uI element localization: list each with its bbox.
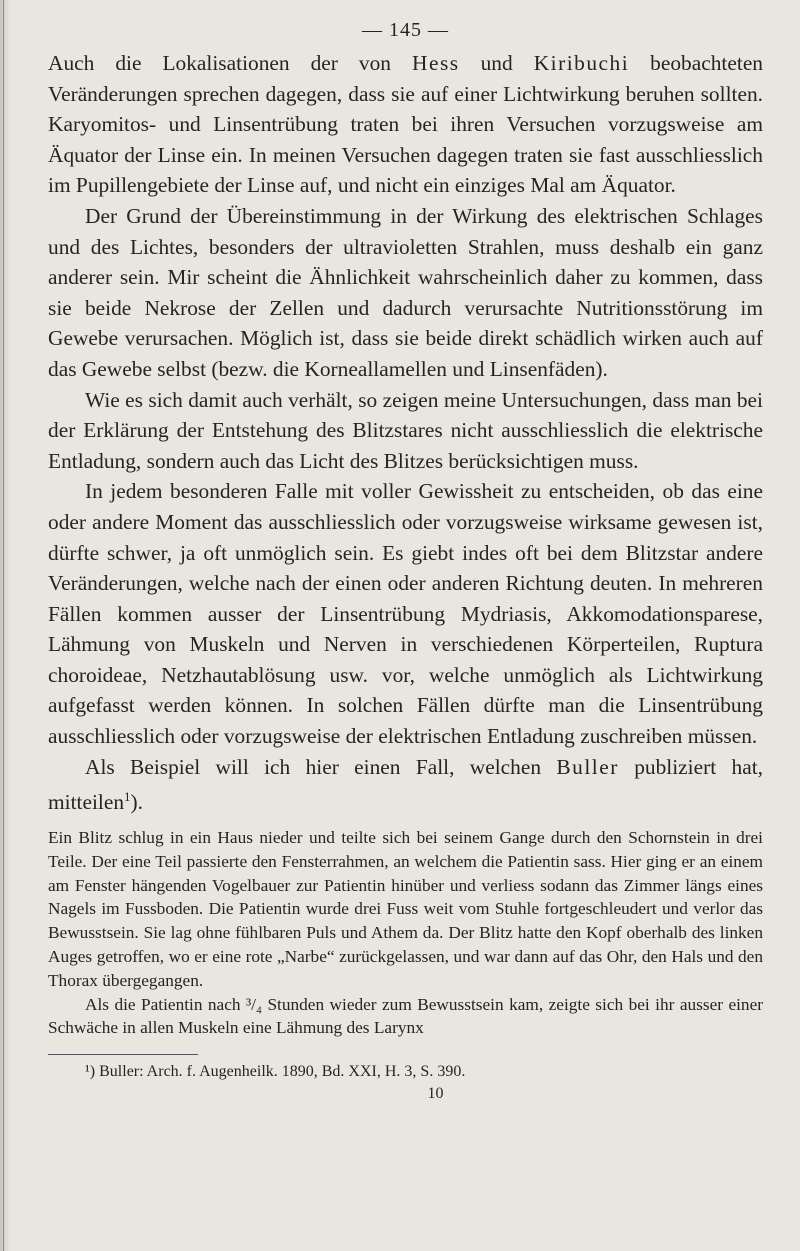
- main-text: [48, 48, 763, 818]
- case-report-text: [48, 826, 763, 1040]
- author-name: Kiribuchi: [533, 51, 630, 75]
- author-name: Buller: [556, 754, 619, 779]
- gutter-line: [3, 0, 4, 1251]
- page-number: — 145 —: [362, 19, 449, 41]
- footnote-rule: [48, 1054, 198, 1055]
- footnote: ¹) Buller: Arch. f. Augenheilk. 1890, Bd. XXI, H. 3, S. 390.: [85, 1063, 466, 1081]
- footnote-marker: 1: [124, 789, 131, 805]
- signature-mark: 10: [427, 1085, 444, 1103]
- page-gutter-shadow: [0, 0, 10, 1251]
- case-paragraph: Ein Blitz schlug in ein Haus nieder und teilte sich bei seinem Gange durch den Schornstein in drei Teile. Der eine Teil passierte den Fensterrahmen, an welchem die Patientin sass. Hier ging er an einem am Fenster hängenden Vogelbauer zur Patientin hinüber und verliess sodann das Zimmer längs eines Nagels im Fussboden. Die Patientin wurde drei Fuss weit vom Stuhle fortgeschleudert und verlor das Bewusstsein. Sie lag ohne fühlbaren Puls und Athem da. Der Blitz hatte den Kopf oberhalb des linken Auges getroffen, wo er eine rote „Narbe“ zurückgelassen, und war dann auf das Ohr, den Hals und den Thorax übergegangen.: [48, 827, 763, 990]
- book-page: [48, 0, 763, 1103]
- paragraph: Als Beispiel will ich hier einen Fall, welchen Buller publiziert hat, mitteilen$^1$).: [48, 754, 763, 815]
- author-name: Hess: [412, 51, 460, 75]
- paragraph: Der Grund der Übereinstimmung in der Wirkung des elektrischen Schlages und des Lichtes, besonders der ultravioletten Strahlen, muss deshalb ein ganz anderer sein. Mir scheint die Ähnlichkeit wahrscheinlich daher zu kommen, dass sie beide Nekrose der Zellen und dadurch verursachte Nutritionsstörung im Gewebe verursachen. Möglich ist, dass sie beide direkt schädlich wirken auch auf das Gewebe selbst (bezw. die Korneallamellen und Linsenfäden).: [48, 203, 763, 381]
- case-paragraph: Als die Patientin nach ³/₄ Stunden wieder zum Bewusstsein kam, zeigte sich bei ihr ausser einer Schwäche in allen Muskeln eine Lähmung des Larynx: [48, 994, 763, 1038]
- paragraph: Auch die Lokalisationen der von Hess und Kiribuchi beobachteten Veränderungen sprechen dagegen, dass sie auf einer Lichtwirkung beruhen sollten. Karyomitos- und Linsentrübung traten bei ihren Versuchen vorzugsweise am Äquator der Linse ein. In meinen Versuchen dagegen traten sie fast ausschliesslich im Pupillengebiete der Linse auf, und nicht ein einziges Mal am Äquator.: [48, 51, 764, 198]
- paragraph: Wie es sich damit auch verhält, so zeigen meine Untersuchungen, dass man bei der Erklärung der Entstehung des Blitzstares nicht ausschliesslich die elektrische Entladung, sondern auch das Licht des Blitzes berücksichtigen muss.: [48, 387, 763, 473]
- paragraph: In jedem besonderen Falle mit voller Gewissheit zu entscheiden, ob das eine oder andere Moment das ausschliesslich oder vorzugsweise wirksame gewesen ist, dürfte schwer, ja oft unmöglich sein. Es giebt indes oft bei dem Blitzstar andere Veränderungen, welche nach der einen oder anderen Richtung deuten. In mehreren Fällen kommen ausser der Linsentrübung Mydriasis, Akkomodationsparese, Lähmung von Muskeln und Nerven in verschiedenen Körperteilen, Ruptura choroideae, Netzhautablösung usw. vor, welche unmöglich als Lichtwirkung aufgefasst werden können. In solchen Fällen dürfte man die Linsentrübung ausschliesslich oder vorzugsweise der elektrischen Entladung zuschreiben müssen.: [48, 479, 763, 749]
